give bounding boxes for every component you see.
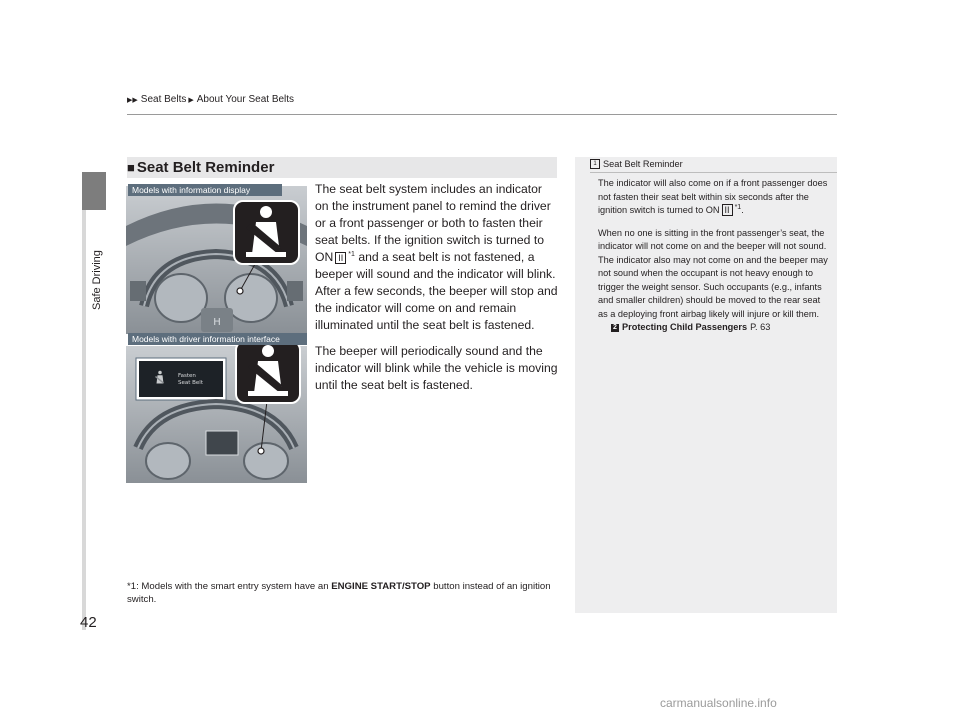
body-paragraph-2: The beeper will periodically sound and the indicator will blink while the vehicle is moving until the seat belt is fastened.	[315, 344, 558, 392]
side-note-divider	[590, 172, 837, 173]
engine-start-stop-label: ENGINE START/STOP	[331, 581, 431, 592]
section-heading	[127, 157, 274, 178]
square-bullet-icon: ■	[127, 160, 135, 175]
side-note-text	[598, 177, 830, 335]
footnote: *1: Models with the smart entry system have an ENGINE START/STOP button instead of an ignition switch.	[127, 581, 551, 605]
side-note-paragraph-3: The indicator also may not come on and the beeper may not sound when the occupant is not heavy enough to trigger the weight sensor. Such occupants (e.g., infants and smaller children) should be moved to the rear seat as a deploying front airbag likely will injure or kill them.	[598, 254, 828, 319]
ignition-key-symbol: II	[722, 204, 733, 216]
breadcrumb-item-seat-belts[interactable]: Seat Belts	[140, 94, 187, 105]
figure-caption-information-display: Models with information display	[128, 184, 282, 196]
display-text-line1: Fasten	[178, 373, 196, 379]
display-text-line2: Seat Belt	[178, 380, 203, 386]
breadcrumb-item-about[interactable]: About Your Seat Belts	[196, 94, 295, 105]
breadcrumb-arrow-icon: ▶▶	[127, 96, 138, 104]
breadcrumb	[127, 94, 294, 105]
side-note-paragraph-1: The indicator will also come on if a front passenger does not fasten their seat belt within six seconds after the ignition switch is turned to ON II $^{*1}$.	[598, 178, 828, 215]
page-number: 42	[80, 614, 97, 631]
footnote-marker: *1	[348, 250, 355, 258]
watermark: carmanualsonline.info	[660, 696, 777, 710]
note-marker-icon: 1	[590, 159, 600, 169]
cross-reference-link[interactable]: 2 Protecting Child Passengers P. 63	[611, 321, 830, 335]
ignition-key-symbol: II	[335, 252, 346, 264]
section-label: Safe Driving	[91, 250, 103, 310]
header-divider	[127, 114, 837, 115]
svg-text:H: H	[213, 317, 221, 328]
side-note-title: 1 Seat Belt Reminder	[590, 159, 683, 169]
figure-caption-driver-interface: Models with driver information interface	[128, 333, 307, 345]
reference-arrow-icon: 2	[611, 324, 619, 332]
section-title: Seat Belt Reminder	[136, 159, 275, 176]
breadcrumb-arrow-icon: ▶	[188, 96, 194, 104]
side-note-paragraph-2: When no one is sitting in the front passenger’s seat, the indicator will not come on and the beeper will not sound.	[598, 227, 827, 251]
body-text	[315, 181, 558, 403]
body-paragraph-1: The seat belt system includes an indicator on the instrument panel to remind the driver or a front passenger or both to fasten their seat belts. If the ignition switch is turned to ON II $^{*1}$ and a seat belt is not fastened, a beeper will sound and the indicator will blink. After a few seconds, the beeper will stop and the indicator will come on and remain illuminated until the seat belt is fastened.	[315, 182, 558, 332]
